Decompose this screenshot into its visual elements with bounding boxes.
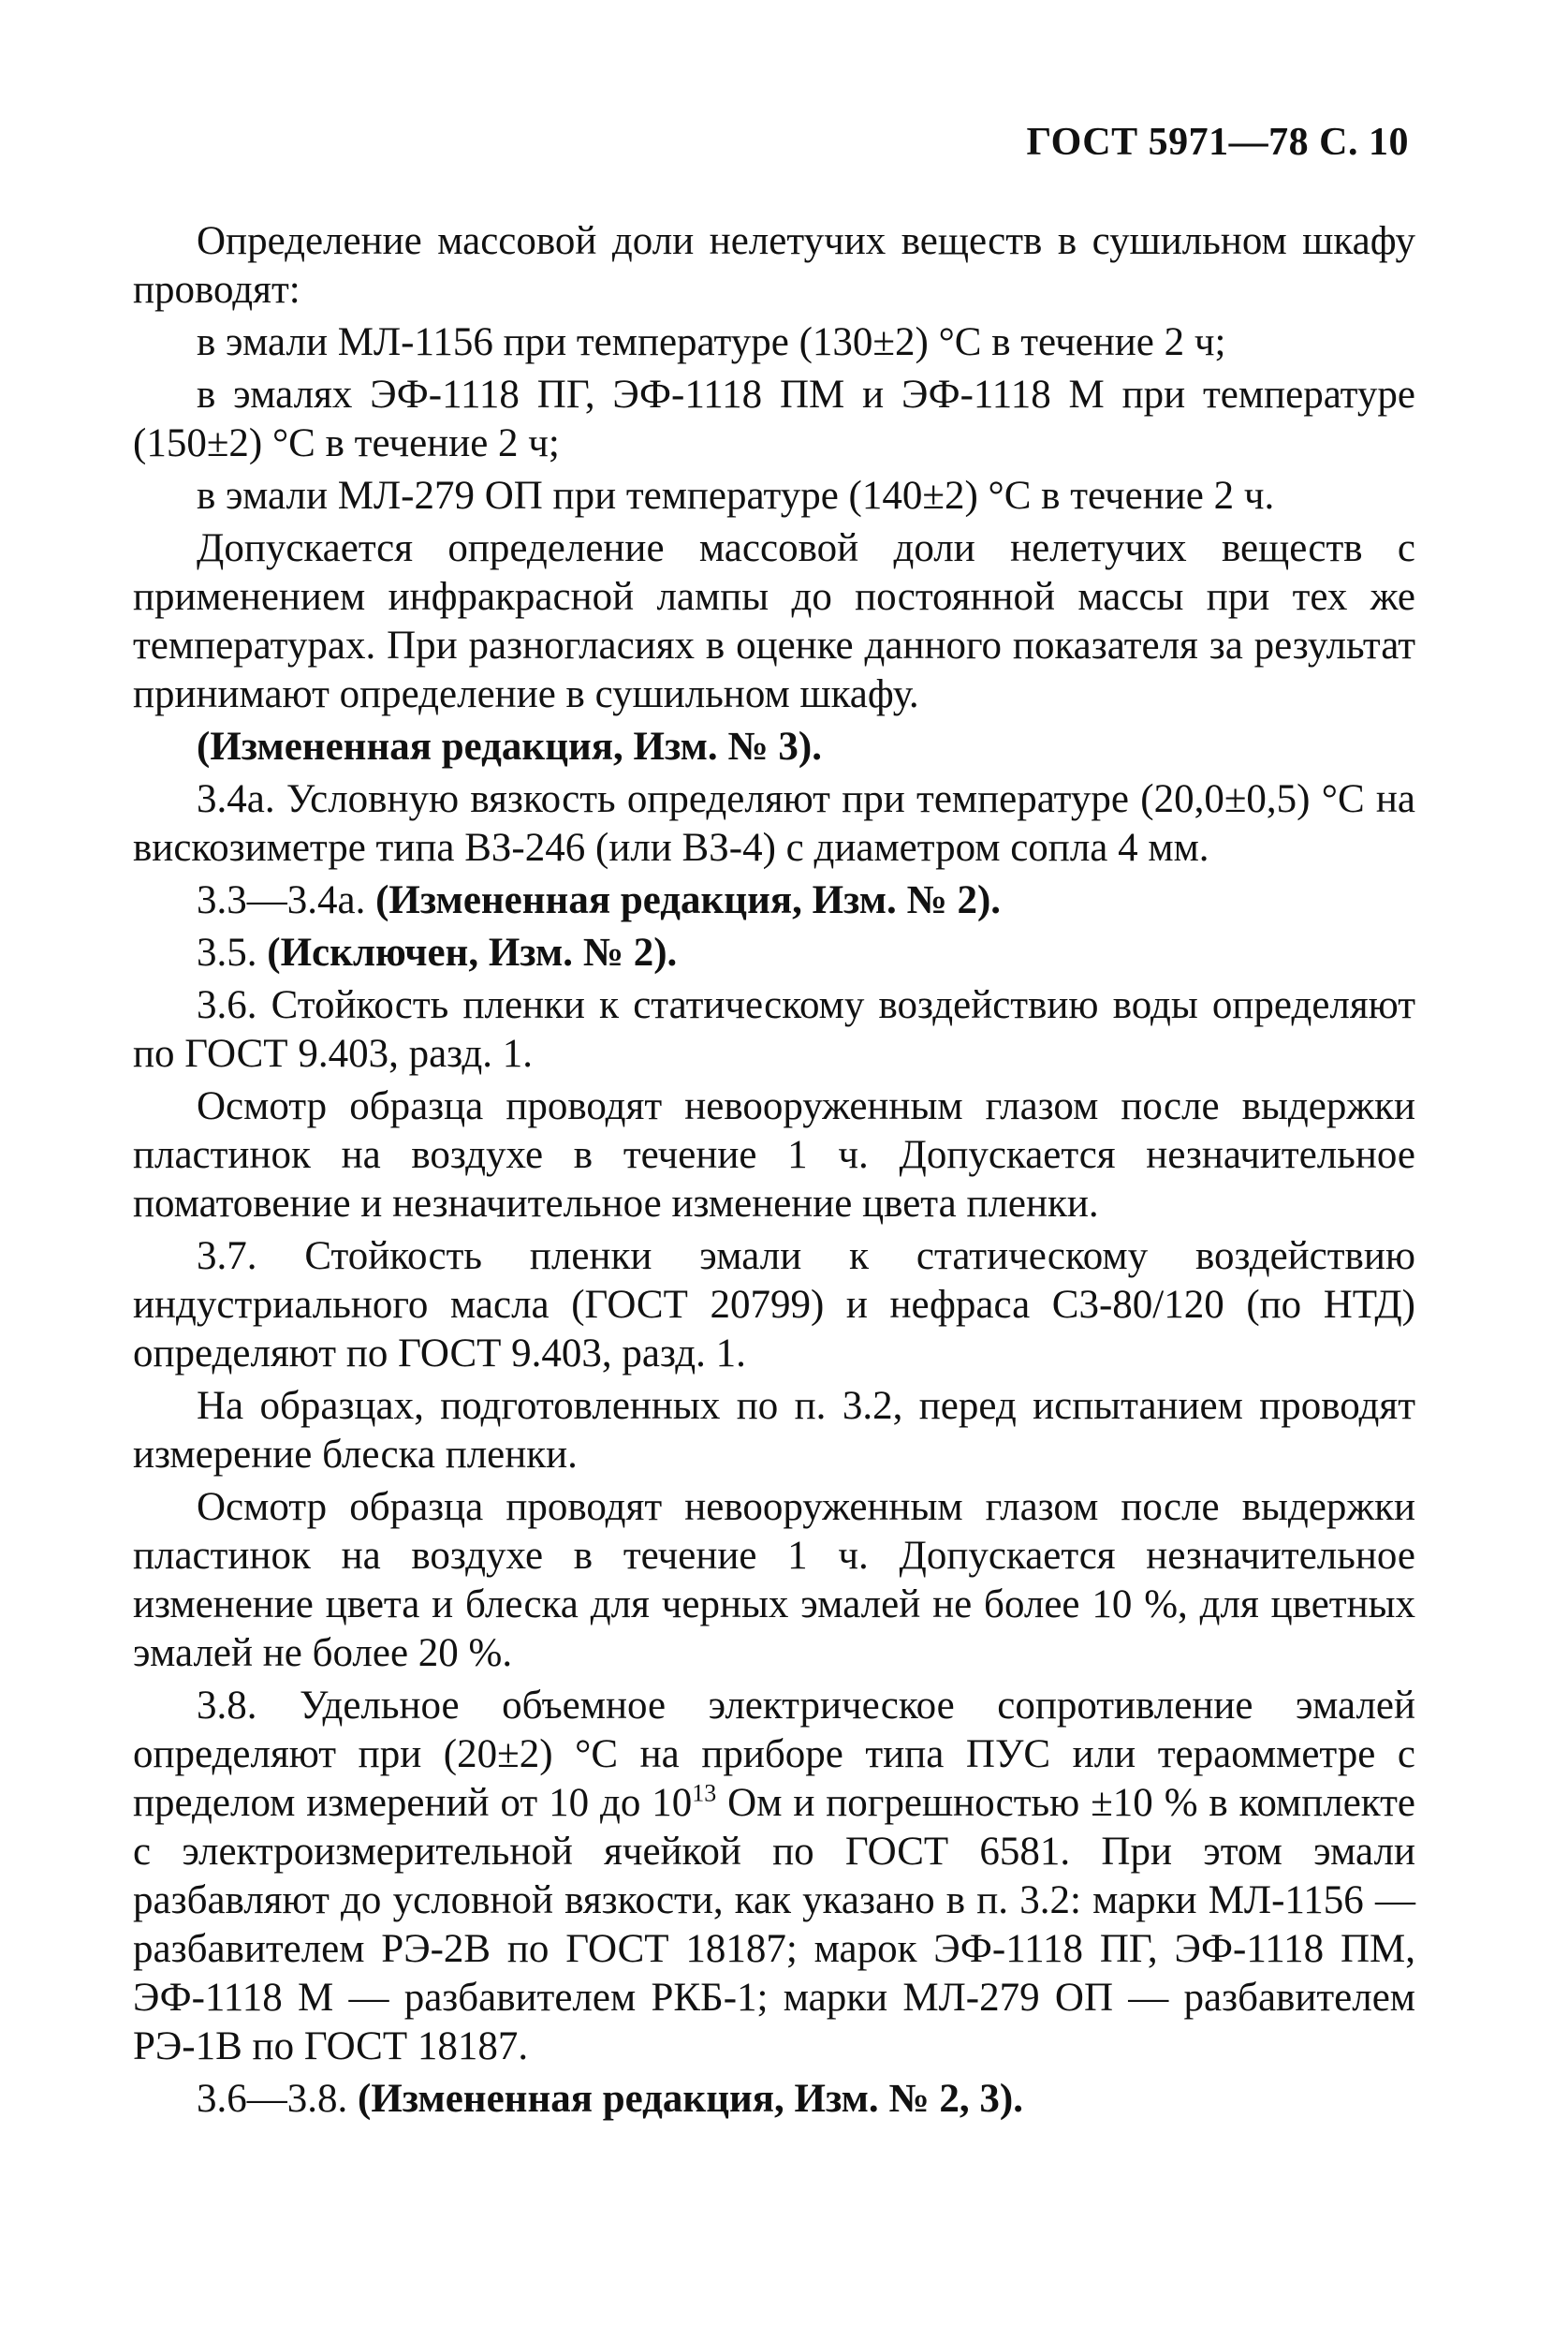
paragraph-text: Допускается определение массовой доли нелетучих веществ с применением инфракрасной лампы до постоянной массы при тех же температурах. При разногласиях в оценке данного показателя за результат принимают определение в сушильном шкафу. [133, 526, 1415, 716]
paragraph-text: 3.4а. Условную вязкость определяют при температуре (20,0±0,5) °С на вискозиметре типа ВЗ-246 (или ВЗ-4) с диаметром сопла 4 мм. [133, 777, 1415, 870]
paragraph [133, 775, 1415, 873]
paragraph [133, 876, 1415, 925]
paragraph-text: Ом и погрешностью ±10 % в комплекте с электроизмерительной ячейкой по ГОСТ 6581. При этом эмали разбавляют до условной вязкости, как указано в п. 3.2: марки МЛ-1156 — разбавителем РЭ-2В по ГОСТ 18187; марок ЭФ-1118 ПГ, ЭФ-1118 ПМ, ЭФ-1118 М — разбавителем РКБ-1; марки МЛ-279 ОП — разбавителем РЭ-1В по ГОСТ 18187. [133, 1781, 1415, 2068]
paragraph-text: 3.6. Стойкость пленки к статическому воздействию воды определяют по ГОСТ 9.403, разд. 1. [133, 983, 1415, 1076]
paragraph-text: 3.8. Удельное объемное электрическое сопротивление эмалей определяют при (20±2) °С на приборе типа ПУС или тераомметре с пределом измерений от 10 до 10 [133, 1684, 1415, 1825]
document-body [133, 217, 1415, 2127]
paragraph-prefix: 3.3—3.4а. [197, 878, 376, 922]
page-header: ГОСТ 5971—78 С. 10 [1026, 121, 1409, 164]
paragraph [133, 1682, 1415, 2071]
paragraph [133, 981, 1415, 1079]
paragraph [133, 472, 1415, 521]
paragraph [133, 371, 1415, 468]
paragraph-text: в эмали МЛ-1156 при температуре (130±2) °С в течение 2 ч; [197, 320, 1226, 364]
paragraph [133, 2075, 1415, 2124]
paragraph-text: в эмали МЛ-279 ОП при температуре (140±2) °С в течение 2 ч. [197, 474, 1275, 518]
amendment-note: (Измененная редакция, Изм. № 2, 3). [358, 2077, 1023, 2121]
paragraph [133, 1082, 1415, 1228]
amendment-note: (Исключен, Изм. № 2). [267, 931, 678, 975]
paragraph [133, 1483, 1415, 1678]
paragraph [133, 723, 1415, 772]
paragraph-text: На образцах, подготовленных по п. 3.2, перед испытанием проводят измерение блеска пленки. [133, 1384, 1415, 1477]
paragraph-prefix: 3.6—3.8. [197, 2077, 358, 2121]
paragraph [133, 318, 1415, 367]
paragraph [133, 524, 1415, 719]
paragraph [133, 1382, 1415, 1479]
paragraph-text: в эмалях ЭФ-1118 ПГ, ЭФ-1118 ПМ и ЭФ-1118 М при температуре (150±2) °С в течение 2 ч; [133, 373, 1415, 465]
amendment-note: (Измененная редакция, Изм. № 2). [375, 878, 1002, 922]
paragraph-text: Осмотр образца проводят невооруженным глазом после выдержки пластинок на воздухе в течение 1 ч. Допускается незначительное изменение цвета и блеска для черных эмалей не более 10 %, для цветных эмалей не более 20 %. [133, 1485, 1415, 1675]
paragraph [133, 217, 1415, 315]
paragraph [133, 929, 1415, 978]
paragraph-prefix: 3.5. [197, 931, 268, 975]
paragraph-text: Осмотр образца проводят невооруженным глазом после выдержки пластинок на воздухе в течение 1 ч. Допускается незначительное поматовение и незначительное изменение цвета пленки. [133, 1084, 1415, 1226]
paragraph [133, 1232, 1415, 1378]
exponent: 13 [692, 1779, 717, 1807]
paragraph-text: Определение массовой доли нелетучих веществ в сушильном шкафу проводят: [133, 219, 1415, 312]
amendment-note: (Измененная редакция, Изм. № 3). [197, 725, 822, 769]
paragraph-text: 3.7. Стойкость пленки эмали к статическому воздействию индустриального масла (ГОСТ 20799) и нефраса С3-80/120 (по НТД) определяют по ГОСТ 9.403, разд. 1. [133, 1234, 1415, 1375]
